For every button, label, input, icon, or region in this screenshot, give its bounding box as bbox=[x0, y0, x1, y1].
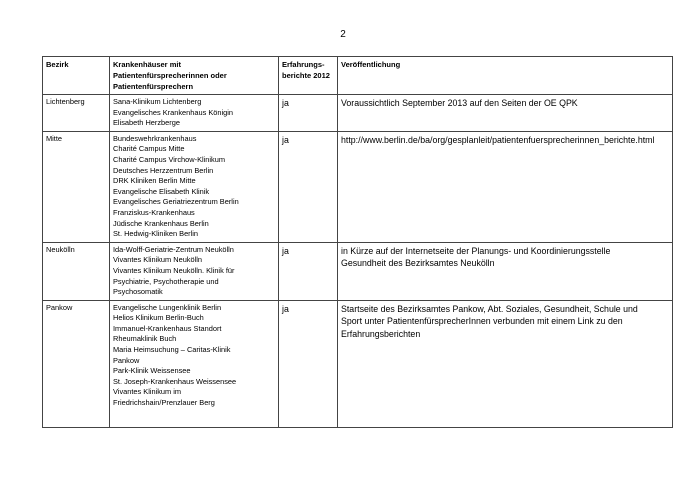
hospital-item: Vivantes Klinikum Neukölln bbox=[113, 255, 203, 265]
hospital-item: Friedrichshain/Prenzlauer Berg bbox=[113, 398, 215, 408]
hospital-item: Evangelisches Krankenhaus Königin bbox=[113, 107, 233, 117]
hospital-item: Pankow bbox=[113, 355, 140, 365]
header-district-label: Bezirk bbox=[46, 60, 69, 69]
header-hospitals-line: Patientenfürsprechern bbox=[113, 82, 194, 91]
publication-cell bbox=[338, 300, 673, 427]
table-row bbox=[43, 95, 673, 132]
publication-cell bbox=[338, 242, 673, 300]
district-cell bbox=[43, 300, 110, 427]
hospital-item: Helios Klinikum Berlin-Buch bbox=[113, 313, 204, 323]
hospitals-cell bbox=[110, 95, 279, 132]
district-name: Lichtenberg bbox=[46, 97, 85, 106]
hospital-item: Evangelisches Geriatriezentrum Berlin bbox=[113, 197, 239, 207]
publication-line: Voraussichtlich September 2013 auf den Seiten der OE QPK bbox=[341, 98, 578, 108]
hospital-item: Ida-Wolff-Geriatrie-Zentrum Neukölln bbox=[113, 244, 234, 254]
reports-cell bbox=[279, 242, 338, 300]
header-hospitals bbox=[110, 57, 279, 95]
hospital-item: Jüdische Krankenhaus Berlin bbox=[113, 218, 209, 228]
header-district bbox=[43, 57, 110, 95]
hospital-item: Evangelische Lungenklinik Berlin bbox=[113, 302, 222, 312]
publication-link[interactable]: http://www.berlin.de/ba/org/gesplanleit/patientenfuersprecherinnen_berichte.html bbox=[341, 134, 655, 145]
reports-value: ja bbox=[282, 245, 289, 256]
hospital-item: Immanuel-Krankenhaus Standort bbox=[113, 323, 222, 333]
page-number: 2 bbox=[340, 29, 346, 40]
hospital-item: St. Hedwig-Kliniken Berlin bbox=[113, 229, 199, 239]
publication-line: Erfahrungsberichten bbox=[341, 328, 421, 339]
hospital-item: Bundeswehrkrankenhaus bbox=[113, 133, 197, 143]
hospital-item: Elisabeth Herzberge bbox=[113, 118, 180, 128]
header-publication bbox=[338, 57, 673, 95]
publication-line: Sport unter PatientenfürsprecherInnen verbunden mit einem Link zu den bbox=[341, 316, 623, 327]
hospitals-cell bbox=[110, 300, 279, 427]
district-cell bbox=[43, 95, 110, 132]
header-reports-line: berichte 2012 bbox=[282, 71, 330, 80]
table-row bbox=[43, 300, 673, 427]
district-name: Neukölln bbox=[46, 244, 75, 254]
district-cell bbox=[43, 242, 110, 300]
hospital-item: DRK Kliniken Berlin Mitte bbox=[113, 176, 196, 186]
hospital-item: Charité Campus Mitte bbox=[113, 144, 185, 154]
hospital-item: Sana-Klinikum Lichtenberg bbox=[113, 97, 202, 106]
hospital-item: Psychiatrie, Psychotherapie und bbox=[113, 276, 219, 286]
hospital-item: Vivantes Klinikum im bbox=[113, 387, 182, 397]
header-reports bbox=[279, 57, 338, 95]
header-hospitals-line: Patientenfürsprecherinnen oder bbox=[113, 71, 227, 80]
publication-line: Startseite des Bezirksamtes Pankow, Abt. Soziales, Gesundheit, Schule und bbox=[341, 303, 638, 314]
publication-line: Gesundheit des Bezirksamtes Neukölln bbox=[341, 258, 495, 269]
reports-value: ja bbox=[282, 134, 289, 145]
hospital-item: Franziskus-Krankenhaus bbox=[113, 207, 195, 217]
hospital-item: Rheumaklinik Buch bbox=[113, 334, 177, 344]
publication-line: in Kürze auf der Internetseite der Planungs- und Koordinierungsstelle bbox=[341, 245, 611, 256]
table-row bbox=[43, 131, 673, 242]
hospital-item: Vivantes Klinikum Neukölln. Klinik für bbox=[113, 265, 235, 275]
reports-value: ja bbox=[282, 98, 289, 108]
hospital-item: Psychosomatik bbox=[113, 287, 163, 297]
hospital-report-table bbox=[42, 56, 673, 428]
hospital-item: Deutsches Herzzentrum Berlin bbox=[113, 165, 214, 175]
hospitals-cell bbox=[110, 242, 279, 300]
header-hospitals-line: Krankenhäuser mit bbox=[113, 60, 181, 69]
publication-cell bbox=[338, 95, 673, 132]
hospitals-cell bbox=[110, 131, 279, 242]
hospital-item: Evangelische Elisabeth Klinik bbox=[113, 186, 210, 196]
reports-cell bbox=[279, 95, 338, 132]
reports-value: ja bbox=[282, 303, 289, 314]
publication-cell bbox=[338, 131, 673, 242]
table-row bbox=[43, 242, 673, 300]
table-header-row bbox=[43, 57, 673, 95]
header-publication-label: Veröffentlichung bbox=[341, 60, 401, 69]
hospital-item: St. Joseph-Krankenhaus Weissensee bbox=[113, 376, 237, 386]
reports-cell bbox=[279, 300, 338, 427]
header-reports-line: Erfahrungs- bbox=[282, 60, 325, 69]
hospital-item: Park-Klinik Weissensee bbox=[113, 366, 191, 376]
hospital-item: Charité Campus Virchow-Klinikum bbox=[113, 154, 225, 164]
district-name: Mitte bbox=[46, 133, 63, 143]
district-name: Pankow bbox=[46, 302, 73, 312]
district-cell bbox=[43, 131, 110, 242]
hospital-item: Maria Heimsuchung – Caritas-Klinik bbox=[113, 345, 231, 355]
reports-cell bbox=[279, 131, 338, 242]
